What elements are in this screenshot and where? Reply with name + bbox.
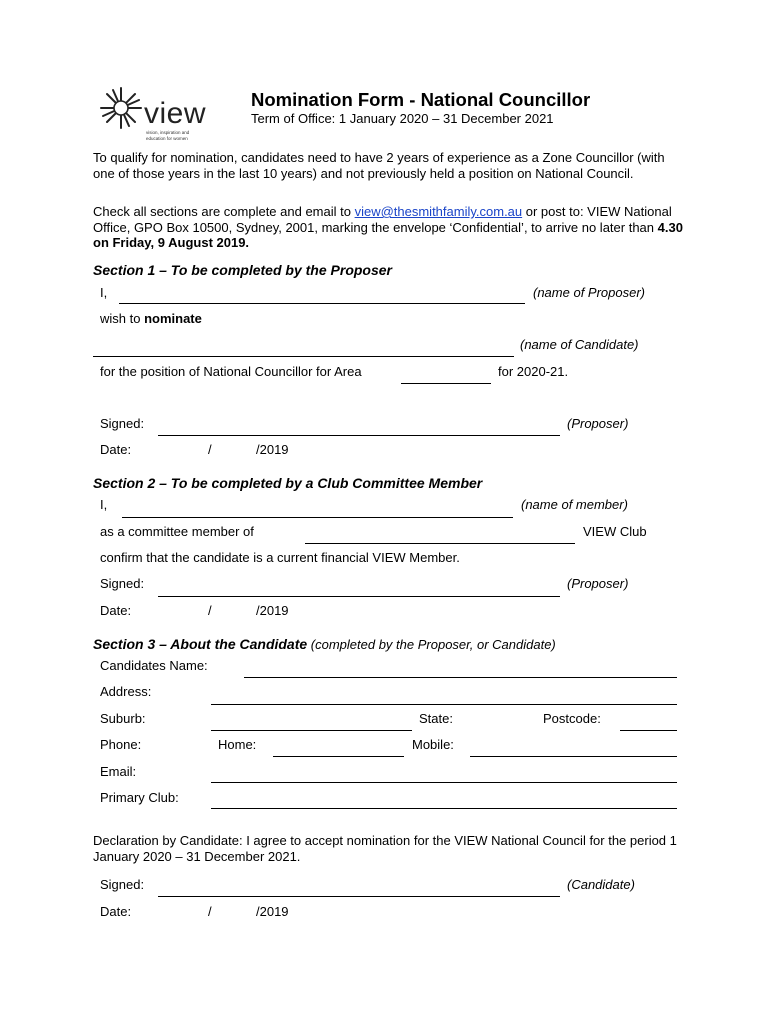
qualify-paragraph: To qualify for nomination, candidates need to have 2 years of experience as a Zone Councillor (with one of those years in the last 10 years) and not previously held a position on National Council.: [93, 150, 665, 181]
confirm-text: confirm that the candidate is a current financial VIEW Member.: [100, 550, 460, 565]
for-year: for 2020-21.: [498, 364, 569, 379]
section1-heading: Section 1 – To be completed by the Proposer: [93, 262, 392, 278]
wish-to-nominate: [100, 311, 202, 326]
candidate-name-field[interactable]: [93, 356, 514, 357]
name-of-candidate-hint: (name of Candidate): [520, 337, 639, 352]
decl-signature-field[interactable]: [158, 896, 560, 897]
committee-member-text: as a committee member of: [100, 524, 254, 539]
s2-signed-label: Signed:: [100, 576, 145, 591]
postcode-field[interactable]: [620, 730, 677, 731]
logo-wordmark: view: [144, 97, 207, 130]
section3-note: (completed by the Proposer, or Candidate): [307, 637, 556, 652]
email-link[interactable]: view@thesmithfamily.com.au: [354, 204, 523, 219]
declaration-text: Declaration by Candidate: I agree to accept nomination for the VIEW National Council for the period 1 January 2020 – 31 December 2021.: [93, 833, 677, 864]
member-name-field[interactable]: [122, 517, 513, 518]
s2-signature-field[interactable]: [158, 596, 560, 597]
s2-proposer-tag: (Proposer): [567, 576, 629, 591]
sunburst-icon: [98, 86, 144, 130]
instructions-paragraph: [93, 204, 683, 251]
area-field[interactable]: [401, 383, 491, 384]
decl-date-label: Date:: [100, 904, 132, 919]
s2-i-label: I,: [100, 497, 108, 512]
s1-date-label: Date:: [100, 442, 132, 457]
candidates-name-label: Candidates Name:: [100, 658, 208, 673]
form-title: Nomination Form - National Councillor: [251, 89, 591, 110]
section3-title: Section 3 – About the Candidate: [93, 636, 308, 652]
name-of-proposer-hint: (name of Proposer): [533, 285, 645, 300]
position-text: for the position of National Councillor for Area: [100, 364, 362, 379]
s1-signature-field[interactable]: [158, 435, 560, 436]
s1-signed-label: Signed:: [100, 416, 145, 431]
s2-date-slash: /: [208, 603, 212, 618]
proposer-name-field[interactable]: [119, 303, 525, 304]
decl-date-slash: /: [208, 904, 212, 919]
primary-club-field[interactable]: [211, 808, 677, 809]
address-label: Address:: [100, 684, 152, 699]
s2-date-label: Date:: [100, 603, 132, 618]
term-of-office: Term of Office: 1 January 2020 – 31 December 2021: [251, 111, 554, 126]
s1-proposer-tag: (Proposer): [567, 416, 629, 431]
home-label: Home:: [218, 737, 257, 752]
email-label: Email:: [100, 764, 137, 779]
wish-prefix: wish to: [100, 311, 145, 326]
decl-signed-label: Signed:: [100, 877, 145, 892]
view-club-label: VIEW Club: [583, 524, 647, 539]
nominate-bold: nominate: [144, 311, 202, 326]
suburb-field[interactable]: [211, 730, 412, 731]
s1-date-year: /2019: [256, 442, 289, 457]
club-name-field[interactable]: [305, 543, 575, 544]
phone-label: Phone:: [100, 737, 142, 752]
logo-tagline-2: education for women: [146, 136, 188, 141]
deadline-text: 4.30 on Friday, 9 August 2019.: [93, 219, 683, 250]
section2-heading: Section 2 – To be completed by a Club Committee Member: [93, 475, 483, 491]
instructions-middle: or post to: VIEW National Office, GPO Box 10500, Sydney, 2001, marking the envelope ‘Confidential’, to arrive no later than: [93, 204, 672, 235]
candidates-name-field[interactable]: [244, 677, 677, 678]
instructions-prefix: Check all sections are complete and email to: [93, 204, 355, 219]
name-of-member-hint: (name of member): [521, 497, 628, 512]
s2-date-year: /2019: [256, 603, 289, 618]
decl-candidate-tag: (Candidate): [567, 877, 635, 892]
primary-club-label: Primary Club:: [100, 790, 179, 805]
postcode-label: Postcode:: [543, 711, 601, 726]
home-phone-field[interactable]: [273, 756, 404, 757]
suburb-label: Suburb:: [100, 711, 146, 726]
address-field[interactable]: [211, 704, 677, 705]
email-field[interactable]: [211, 782, 677, 783]
decl-date-year: /2019: [256, 904, 289, 919]
section3-heading: [93, 636, 556, 652]
logo-tagline-1: vision, inspiration and: [146, 130, 190, 135]
mobile-label: Mobile:: [412, 737, 454, 752]
mobile-phone-field[interactable]: [470, 756, 677, 757]
state-label: State:: [419, 711, 453, 726]
s1-date-slash: /: [208, 442, 212, 457]
s1-i-label: I,: [100, 285, 108, 300]
